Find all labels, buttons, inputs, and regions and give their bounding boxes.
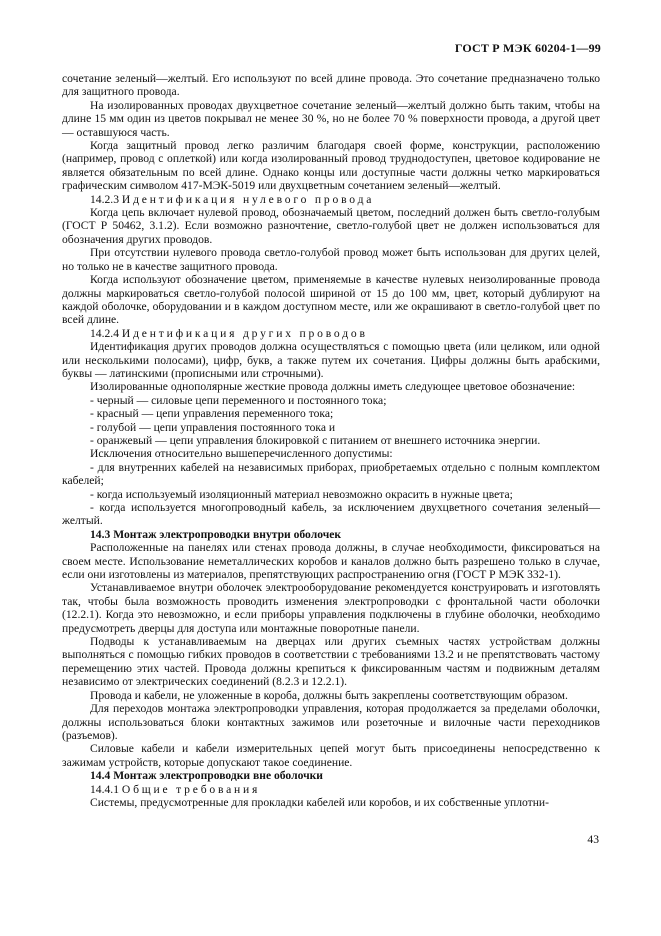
paragraph: Силовые кабели и кабели измерительных цепей могут быть присоединены непосредственно к зажимам устройств, которые допускают такое соединение. xyxy=(62,742,600,769)
list-item: - оранжевый — цепи управления блокировкой с питанием от внешнего источника энергии. xyxy=(90,433,541,447)
paragraph: сочетание зеленый—желтый. Его используют по всей длине провода. Это сочетание предназначено только для защитного провода. xyxy=(62,72,600,99)
paragraph: Системы, предусмотренные для прокладки кабелей или коробов, и их собственные уплотни- xyxy=(90,795,549,809)
section-heading-14-2-3 xyxy=(62,193,600,206)
paragraph: Изолированные однополярные жесткие провода должны иметь следующее цветовое обозначение: xyxy=(90,380,576,394)
paragraph: Расположенные на панелях или стенах провода должны, в случае необходимости, фиксироваться на своем месте. Использование неметаллических коробов и каналов должно быть разрешено только в случае, если они изготовлены из материалов, препятствующих распространению огня (ГОСТ Р МЭК 332-1). xyxy=(62,541,600,582)
list-item: - голубой — цепи управления постоянного тока и xyxy=(90,420,336,434)
section-heading-14-3: 14.3 Монтаж электропроводки внутри оболочек xyxy=(90,527,342,541)
list-item: - черный — силовые цепи переменного и постоянного тока; xyxy=(90,393,387,407)
section-title: Идентификация нулевого провода xyxy=(121,192,375,206)
paragraph: Для переходов монтажа электропроводки управления, которая продолжается за пределами оболочки, должны использоваться блоки контактных зажимов или розеточные и вилочные части переходников (разъемов). xyxy=(62,702,600,742)
list-item: - для внутренних кабелей на независимых приборах, приобретаемых отдельно с полным комплектом кабелей; xyxy=(62,460,600,488)
list-item: - красный — цепи управления переменного тока; xyxy=(90,407,334,421)
list-item: - когда используется многопроводный кабель, за исключением двухцветного сочетания зеленый—желтый. xyxy=(62,501,600,528)
section-title: Идентификация других проводов xyxy=(121,326,368,340)
section-number: 14.2.4 xyxy=(90,326,119,340)
section-heading-14-4-1 xyxy=(62,783,600,796)
paragraph: Устанавливаемое внутри оболочек электрооборудование рекомендуется конструировать и изготовлять так, чтобы была возможность проводить изменения электропроводки с фронтальной части оболочки (12.2.1). Когда это невозможно, и если приборы управления подключены в глубине оболочки, необходимо предусмотреть дверцы для доступа или монтажные поворотные панели. xyxy=(62,581,600,635)
section-heading-14-2-4 xyxy=(62,327,600,340)
paragraph: Когда используют обозначение цветом, применяемые в качестве нулевых неизолированные провода должны маркироваться светло-голубой полосой шириной от 15 до 100 мм, цвет, который дублируют на каждой оболочке, оборудовании и в каждом доступном месте, или же окрашивают в светло-голубой цвет по всей длине. xyxy=(62,273,600,327)
section-number: 14.4.1 xyxy=(90,782,119,796)
section-number: 14.2.3 xyxy=(90,192,119,206)
paragraph: При отсутствии нулевого провода светло-голубой провод может быть использован для других целей, но только не в качестве защитного провода. xyxy=(62,246,600,273)
section-heading-14-4: 14.4 Монтаж электропроводки вне оболочки xyxy=(90,769,323,783)
paragraph: Исключения относительно вышеперечисленного допустимы: xyxy=(90,447,393,461)
paragraph: Подводы к устанавливаемым на дверцах или других съемных частях устройствам должны выполняться с помощью гибких проводов в соответствии с требованиями 13.2 и не препятствовать частому перемещению этих частей. Провода должны крепиться к фиксированным частям и подвижным деталям независимо от электрических соединений (8.2.3 и 12.2.1). xyxy=(62,635,600,689)
paragraph: Когда защитный провод легко различим благодаря своей форме, конструкции, расположению (например, провод с оплеткой) или когда изолированный провод труднодоступен, цветовое кодирование не является обязательным по всей длине. Однако концы или доступные части должны четко маркироваться графическим символом 417-МЭК-5019 или двухцветным сочетанием зеленый—желтый. xyxy=(62,139,600,193)
standard-header: ГОСТ Р МЭК 60204-1—99 xyxy=(454,41,601,55)
paragraph: Провода и кабели, не уложенные в короба, должны быть закреплены соответствующим образом. xyxy=(90,688,568,702)
paragraph: На изолированных проводах двухцветное сочетание зеленый—желтый должно быть таким, чтобы на длине 15 мм один из цветов покрывал не менее 30 %, но не более 70 % поверхности провода, а другой цвет — оставшуюся часть. xyxy=(62,98,600,139)
paragraph: Когда цепь включает нулевой провод, обозначаемый цветом, последний должен быть светло-голубым (ГОСТ Р 50462, 3.1.2). Если возможно разночтение, светло-голубой цвет не должен использоваться для обозначения других проводов. xyxy=(62,206,600,246)
paragraph: Идентификация других проводов должна осуществляться с помощью цвета (или целиком, или одной или несколькими полосами), цифр, букв, а также путем их сочетания. Цифры должны быть арабскими, буквы — латинскими (прописными или строчными). xyxy=(62,340,600,380)
document-body xyxy=(62,72,600,809)
list-item: - когда используемый изоляционный материал невозможно окрасить в нужные цвета; xyxy=(90,487,513,501)
section-title: Общие требования xyxy=(121,782,261,796)
page-number: 43 xyxy=(587,833,599,846)
